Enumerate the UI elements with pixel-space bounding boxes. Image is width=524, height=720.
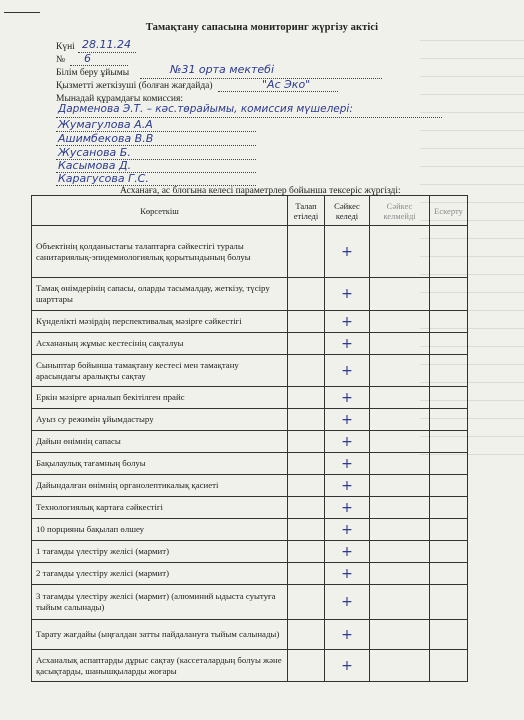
- not-complies-cell: [370, 650, 430, 682]
- required-cell: [288, 431, 325, 453]
- indicator-cell: Сыныптар бойынша тамақтану кестесі мен тамақтану арасындағы аралықты сақтау: [32, 355, 288, 387]
- required-cell: [288, 475, 325, 497]
- required-cell: [288, 226, 325, 278]
- not-complies-cell: [370, 563, 430, 585]
- supplier-value: "Ас Эко": [262, 78, 311, 91]
- table-row: [32, 333, 468, 355]
- supplier-label: Қызметті жеткізуші (болған жағдайда): [56, 81, 213, 91]
- indicator-cell: Объектінің қолданыстағы талаптарға сәйкестігі туралы санитариялық-эпидемиологиялық қорытындының болуы: [32, 226, 288, 278]
- required-cell: [288, 409, 325, 431]
- table-body: [32, 226, 468, 682]
- required-cell: [288, 585, 325, 620]
- complies-cell: +: [325, 475, 370, 497]
- edge-line: [4, 12, 40, 13]
- indicator-cell: Ауыз су режимін ұйымдастыру: [32, 409, 288, 431]
- indicator-cell: Күнделікті мәзірдің перспективалық мәзірге сәйкестігі: [32, 311, 288, 333]
- complies-cell: +: [325, 333, 370, 355]
- complies-cell: +: [325, 563, 370, 585]
- commission-member: Дарменова Э.Т. – кәс.төрайымы, комиссия мүшелері:: [58, 103, 353, 115]
- required-cell: [288, 497, 325, 519]
- indicator-cell: Бақылаулық тағамның болуы: [32, 453, 288, 475]
- note-cell: [430, 333, 468, 355]
- note-cell: [430, 541, 468, 563]
- not-complies-cell: [370, 333, 430, 355]
- inspection-table: [31, 195, 468, 682]
- required-cell: [288, 453, 325, 475]
- not-complies-cell: [370, 278, 430, 311]
- note-cell: [430, 650, 468, 682]
- not-complies-cell: [370, 311, 430, 333]
- date-label: Күні: [56, 42, 75, 52]
- complies-cell: +: [325, 585, 370, 620]
- not-complies-cell: [370, 387, 430, 409]
- table-row: [32, 226, 468, 278]
- table-row: [32, 431, 468, 453]
- indicator-cell: Дайын өнімнің сапасы: [32, 431, 288, 453]
- note-cell: [430, 563, 468, 585]
- number-value: 6: [84, 52, 91, 65]
- complies-cell: +: [325, 453, 370, 475]
- organization-underline: [140, 78, 382, 79]
- complies-cell: +: [325, 355, 370, 387]
- required-cell: [288, 541, 325, 563]
- indicator-cell: 3 тағамды үлестіру желісі (мармит) (алюминий ыдыста суытуға тыйым салынады): [32, 585, 288, 620]
- indicator-cell: 10 порцияны бақылап өлшеу: [32, 519, 288, 541]
- complies-cell: +: [325, 409, 370, 431]
- column-header-not-complies: Сәйкес келмейді: [370, 196, 430, 226]
- table-row: [32, 475, 468, 497]
- commission-member: Карагусова Г.С.: [58, 172, 149, 185]
- not-complies-cell: [370, 453, 430, 475]
- complies-cell: +: [325, 650, 370, 682]
- required-cell: [288, 333, 325, 355]
- column-header-note: Ескерту: [430, 196, 468, 226]
- complies-cell: +: [325, 226, 370, 278]
- complies-cell: +: [325, 311, 370, 333]
- note-cell: [430, 585, 468, 620]
- commission-member: Жусанова Б.: [58, 146, 131, 159]
- number-label: №: [56, 55, 66, 65]
- commission-label: Мынадай құрамдағы комиссия:: [56, 94, 184, 104]
- not-complies-cell: [370, 409, 430, 431]
- table-row: [32, 387, 468, 409]
- required-cell: [288, 620, 325, 650]
- indicator-cell: Дайындалған өнімнің органолептикалық қасиеті: [32, 475, 288, 497]
- note-cell: [430, 519, 468, 541]
- complies-cell: +: [325, 431, 370, 453]
- required-cell: [288, 519, 325, 541]
- note-cell: [430, 620, 468, 650]
- complies-cell: +: [325, 497, 370, 519]
- required-cell: [288, 650, 325, 682]
- column-header-complies: Сәйкес келеді: [325, 196, 370, 226]
- table-row: [32, 409, 468, 431]
- complies-cell: +: [325, 541, 370, 563]
- complies-cell: +: [325, 519, 370, 541]
- note-cell: [430, 409, 468, 431]
- not-complies-cell: [370, 519, 430, 541]
- note-cell: [430, 453, 468, 475]
- table-row: [32, 519, 468, 541]
- required-cell: [288, 387, 325, 409]
- complies-cell: +: [325, 620, 370, 650]
- table-row: [32, 497, 468, 519]
- note-cell: [430, 387, 468, 409]
- commission-member: Жумагулова А.А: [58, 118, 153, 131]
- table-row: [32, 355, 468, 387]
- not-complies-cell: [370, 226, 430, 278]
- indicator-cell: 1 тағамды үлестіру желісі (мармит): [32, 541, 288, 563]
- indicator-cell: Тамақ өнімдерінің сапасы, оларды тасымалдау, жеткізу, түсіру шарттары: [32, 278, 288, 311]
- note-cell: [430, 226, 468, 278]
- not-complies-cell: [370, 585, 430, 620]
- not-complies-cell: [370, 541, 430, 563]
- not-complies-cell: [370, 355, 430, 387]
- note-cell: [430, 431, 468, 453]
- indicator-cell: Асханалық аспаптарды дұрыс сақтау (кассеталардың болуы және қасықтарды, шанышқыларды жоғары: [32, 650, 288, 682]
- not-complies-cell: [370, 475, 430, 497]
- required-cell: [288, 311, 325, 333]
- table-row: [32, 620, 468, 650]
- organization-value: №31 орта мектебі: [170, 63, 275, 76]
- table-row: [32, 585, 468, 620]
- commission-member: Касымова Д.: [58, 159, 132, 172]
- required-cell: [288, 563, 325, 585]
- indicator-cell: 2 тағамды үлестіру желісі (мармит): [32, 563, 288, 585]
- table-row: [32, 453, 468, 475]
- indicator-cell: Технологиялық картаға сәйкестігі: [32, 497, 288, 519]
- supplier-underline: [218, 91, 338, 92]
- document-title: Тамақтану сапасына мониторинг жүргізу актісі: [145, 22, 379, 33]
- required-cell: [288, 278, 325, 311]
- required-cell: [288, 355, 325, 387]
- table-row: [32, 650, 468, 682]
- indicator-cell: Еркін мәзірге арналып бекітілген прайс: [32, 387, 288, 409]
- not-complies-cell: [370, 497, 430, 519]
- note-cell: [430, 278, 468, 311]
- organization-label: Білім беру ұйымы: [56, 68, 130, 78]
- note-cell: [430, 475, 468, 497]
- table-row: [32, 278, 468, 311]
- note-cell: [430, 355, 468, 387]
- indicator-cell: Тарату жағдайы (ыңғалдан затты пайдалануға тыйым салынады): [32, 620, 288, 650]
- commission-member: Ашимбекова В.В: [58, 132, 154, 145]
- table-row: [32, 563, 468, 585]
- column-header-required: Талап етіледі: [288, 196, 325, 226]
- table-row: [32, 541, 468, 563]
- indicator-cell: Асхананың жұмыс кестесінің сақталуы: [32, 333, 288, 355]
- note-cell: [430, 497, 468, 519]
- intro-text: Асханаға, ас блогына келесі параметрлер бойынша тексеріс жүргізді:: [120, 186, 401, 196]
- column-header-indicator: Көрсеткіш: [32, 196, 288, 226]
- date-value: 28.11.24: [82, 38, 131, 51]
- table-row: [32, 311, 468, 333]
- complies-cell: +: [325, 387, 370, 409]
- complies-cell: +: [325, 278, 370, 311]
- not-complies-cell: [370, 620, 430, 650]
- note-cell: [430, 311, 468, 333]
- number-underline: [70, 65, 128, 66]
- not-complies-cell: [370, 431, 430, 453]
